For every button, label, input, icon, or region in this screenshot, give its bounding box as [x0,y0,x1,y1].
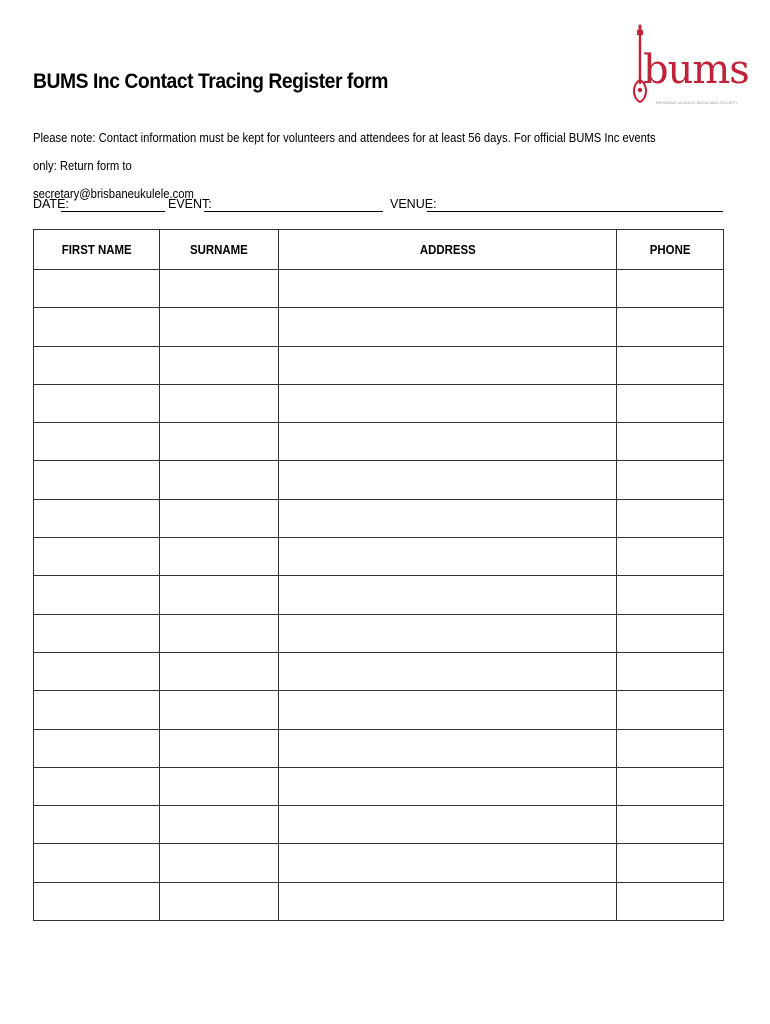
note-line-1: Please note: Contact information must be kept for volunteers and attendees for at least 56 days. For official BUMS Inc events only: Return form to [33,131,656,173]
surname-cell[interactable] [160,499,279,537]
venue-input-line[interactable] [427,211,723,212]
address-cell[interactable] [279,844,617,882]
column-header-phone: PHONE [617,230,724,270]
surname-cell[interactable] [160,691,279,729]
table-row [34,691,724,729]
first-name-cell[interactable] [34,691,160,729]
note-email: secretary@brisbaneukulele.com [33,187,194,201]
phone-cell[interactable] [617,882,724,920]
phone-cell[interactable] [617,767,724,805]
surname-cell[interactable] [160,308,279,346]
address-cell[interactable] [279,423,617,461]
column-header-surname: SURNAME [160,230,279,270]
event-input-line[interactable] [204,211,383,212]
first-name-cell[interactable] [34,308,160,346]
phone-cell[interactable] [617,538,724,576]
first-name-cell[interactable] [34,576,160,614]
date-input-line[interactable] [61,211,165,212]
phone-cell[interactable] [617,844,724,882]
phone-cell[interactable] [617,691,724,729]
first-name-cell[interactable] [34,538,160,576]
table-row [34,499,724,537]
surname-cell[interactable] [160,270,279,308]
table-header-row [34,230,724,270]
phone-cell[interactable] [617,499,724,537]
address-cell[interactable] [279,767,617,805]
table-row [34,538,724,576]
surname-cell[interactable] [160,423,279,461]
first-name-cell[interactable] [34,346,160,384]
surname-cell[interactable] [160,538,279,576]
phone-cell[interactable] [617,806,724,844]
address-cell[interactable] [279,308,617,346]
surname-cell[interactable] [160,576,279,614]
address-cell[interactable] [279,384,617,422]
address-cell[interactable] [279,499,617,537]
table-row [34,729,724,767]
logo-tagline: BRISBANE UKULELE MUSICIANS SOCIETY [656,100,738,105]
contact-register-table [33,229,724,921]
address-cell[interactable] [279,270,617,308]
address-cell[interactable] [279,882,617,920]
first-name-cell[interactable] [34,614,160,652]
table-row [34,461,724,499]
phone-cell[interactable] [617,461,724,499]
table-row [34,308,724,346]
form-title: BUMS Inc Contact Tracing Register form [33,70,389,93]
table-row [34,882,724,920]
surname-cell[interactable] [160,844,279,882]
phone-cell[interactable] [617,652,724,690]
phone-cell[interactable] [617,308,724,346]
first-name-cell[interactable] [34,423,160,461]
first-name-cell[interactable] [34,652,160,690]
address-cell[interactable] [279,729,617,767]
address-cell[interactable] [279,461,617,499]
surname-cell[interactable] [160,729,279,767]
surname-cell[interactable] [160,346,279,384]
first-name-cell[interactable] [34,461,160,499]
column-header-first-name: FIRST NAME [34,230,160,270]
table-row [34,270,724,308]
surname-cell[interactable] [160,882,279,920]
phone-cell[interactable] [617,423,724,461]
table-row [34,652,724,690]
phone-cell[interactable] [617,346,724,384]
first-name-cell[interactable] [34,384,160,422]
surname-cell[interactable] [160,384,279,422]
table-row [34,614,724,652]
first-name-cell[interactable] [34,270,160,308]
phone-cell[interactable] [617,576,724,614]
date-field[interactable] [33,194,165,214]
column-header-address: ADDRESS [279,230,617,270]
logo-wordmark: bums [643,47,749,93]
address-cell[interactable] [279,346,617,384]
surname-cell[interactable] [160,652,279,690]
event-details [33,194,723,214]
table-row [34,806,724,844]
phone-cell[interactable] [617,270,724,308]
table-row [34,576,724,614]
first-name-cell[interactable] [34,882,160,920]
address-cell[interactable] [279,806,617,844]
phone-cell[interactable] [617,729,724,767]
table-row [34,346,724,384]
phone-cell[interactable] [617,384,724,422]
table-row [34,844,724,882]
first-name-cell[interactable] [34,767,160,805]
address-cell[interactable] [279,652,617,690]
event-field[interactable] [168,194,383,214]
event-label: EVENT: [168,197,212,211]
address-cell[interactable] [279,576,617,614]
address-cell[interactable] [279,691,617,729]
register-body [34,270,724,921]
address-cell[interactable] [279,538,617,576]
first-name-cell[interactable] [34,806,160,844]
first-name-cell[interactable] [34,499,160,537]
address-cell[interactable] [279,614,617,652]
surname-cell[interactable] [160,461,279,499]
table-row [34,767,724,805]
phone-cell[interactable] [617,614,724,652]
surname-cell[interactable] [160,767,279,805]
date-label: DATE: [33,197,69,211]
surname-cell[interactable] [160,614,279,652]
table-row [34,423,724,461]
bums-logo [628,24,749,108]
venue-field[interactable] [390,194,723,214]
surname-cell[interactable] [160,806,279,844]
first-name-cell[interactable] [34,729,160,767]
table-row [34,384,724,422]
venue-label: VENUE: [390,197,437,211]
first-name-cell[interactable] [34,844,160,882]
